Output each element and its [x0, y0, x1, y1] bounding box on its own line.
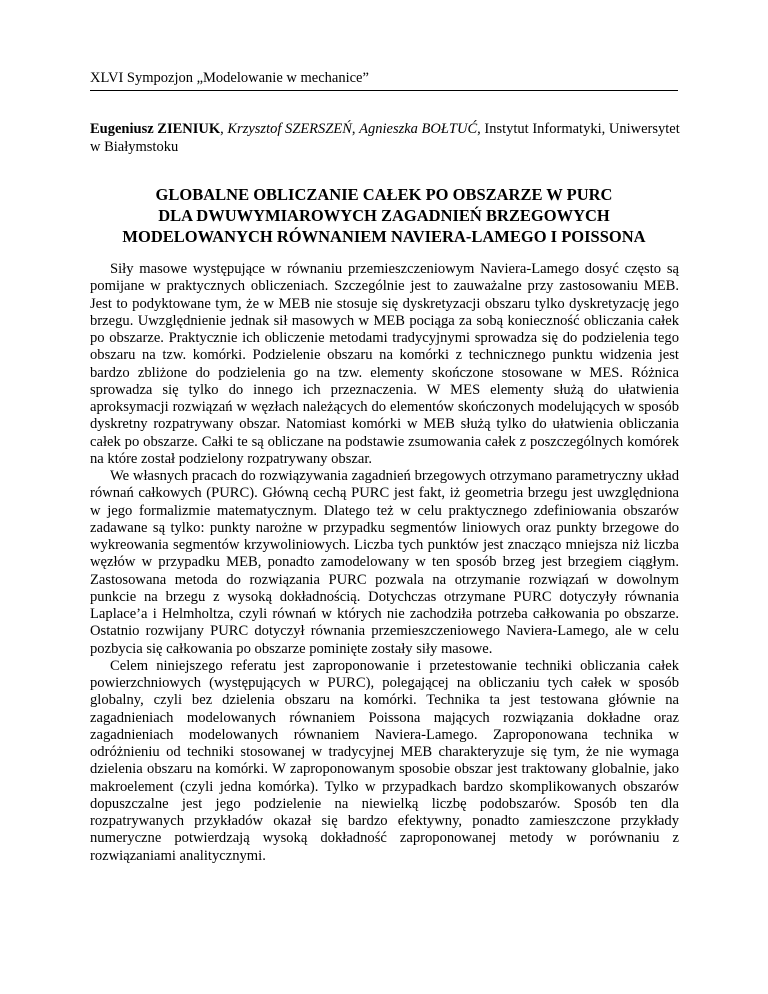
author-name: Agnieszka BOŁTUĆ — [359, 121, 478, 137]
title-line: MODELOWANYCH RÓWNANIEM NAVIERA-LAMEGO I POISSONA — [122, 227, 646, 246]
author-separator: , — [220, 121, 228, 137]
title-line: GLOBALNE OBLICZANIE CAŁEK PO OBSZARZE W PURC — [155, 185, 613, 204]
author-name: Krzysztof SZERSZEŃ — [227, 121, 352, 137]
paragraph: We własnych pracach do rozwiązywania zagadnień brzegowych otrzymano parametryczny układ równań całkowych (PURC). Główną cechą PURC jest fakt, iż geometria brzegu jest uwzględniona w jego formalizmie matematycznym. Dlatego też w celu praktycznego zdefiniowania obszarów zadawane są tylko: punkty narożne w przypadku segmentów liniowych oraz punkty brzegowe do wykreowania segmentów krzywoliniowych. Liczba tych punktów jest znacząco mniejsza niż liczba węzłów w przypadku MEB, ponadto zamodelowany w ten sposób brzeg jest brzegiem ciągłym. Zastosowana metoda do rozwiązania PURC pozwala na otrzymanie rozwiązań w dowolnym punkcie na brzegu z wysoką dokładnością. Dotychczas otrzymane PURC dotyczyły równania Laplace’a i Helmholtza, czyli równań w których nie zachodziła potrzeba całkowania po obszarze. Ostatnio rozwijany PURC dotyczył równania przemieszczeniowego Naviera-Lamego, ale w celu pozbycia się całkowania po obszarze pominięte zostały siły masowe. — [90, 468, 679, 657]
paragraph: Celem niniejszego referatu jest zaproponowanie i przetestowanie techniki obliczania całek powierzchniowych (występujących w PURC), polegającej na obliczaniu tych całek w sposób globalny, czyli bez dzielenia obszaru na komórki. Technika ta jest testowana głównie na zagadnieniach modelowanych równaniem Poissona mających rozwiązania dokładne oraz zagadnieniach modelowanych równaniem Naviera-Lamego. Zaproponowana technika w odróżnieniu od techniki stosowanej w tradycyjnej MEB charakteryzuje się tym, że nie wymaga dzielenia obszaru na komórki. W zaproponowanym sposobie obszar jest traktowany globalnie, jako makroelement (czyli jedna komórka). Tylko w przypadkach bardzo skomplikowanych obszarów dopuszczalne jest jego podzielenie na niewielką liczbę podobszarów. Sposób ten dla rozpatrywanych przykładów okazał się bardzo efektywny, ponadto zamieszczone przykłady numeryczne potwierdzają wysoką dokładność zaproponowanej metody w porównaniu z rozwiązaniami analitycznymi. — [90, 657, 679, 864]
affiliation: , Instytut Informatyki, Uniwersytet w Białymstoku — [90, 121, 680, 155]
running-header — [90, 70, 678, 91]
running-title: XLVI Sympozjon „Modelowanie w mechanice” — [90, 70, 369, 86]
paragraph: Siły masowe występujące w równaniu przemieszczeniowym Naviera-Lamego dosyć często są pomijane w praktycznych obliczeniach. Szczególnie jest to zauważalne przy zastosowaniu MEB. Jest to podyktowane tym, że w MEB nie stosuje się dyskretyzacji obszaru tylko dyskretyzację jego brzegu. Uwzględnienie jednak sił masowych w MEB pociąga za sobą konieczność obliczania całek po obszarze. Praktycznie ich obliczenie metodami tradycyjnymi sprowadza się do podzielenia tego obszaru na tzw. komórki. Podzielenie obszaru na komórki z technicznego punktu widzenia jest bardzo zbliżone do podzielenia go na tzw. elementy skończone stosowane w MES. Różnica sprowadza się tylko do innego ich przeznaczenia. W MES elementy służą do ułatwienia aproksymacji rozwiązań w węzłach należących do elementów skończonych modelujących w sposób dyskretny rozpatrywany obszar. Natomiast komórki w MEB służą tylko do ułatwienia obliczania całek po obszarze. Całki te są obliczane na podstawie zsumowania całek z poszczególnych komórek na które został podzielony rozpatrywany obszar. — [90, 261, 679, 467]
paper-title — [60, 184, 708, 247]
author-separator: , — [351, 121, 360, 137]
author-line — [90, 120, 680, 156]
author-name: Eugeniusz ZIENIUK — [90, 121, 221, 137]
title-line: DLA DWUWYMIAROWYCH ZAGADNIEŃ BRZEGOWYCH — [158, 206, 610, 225]
abstract-body — [90, 261, 679, 865]
